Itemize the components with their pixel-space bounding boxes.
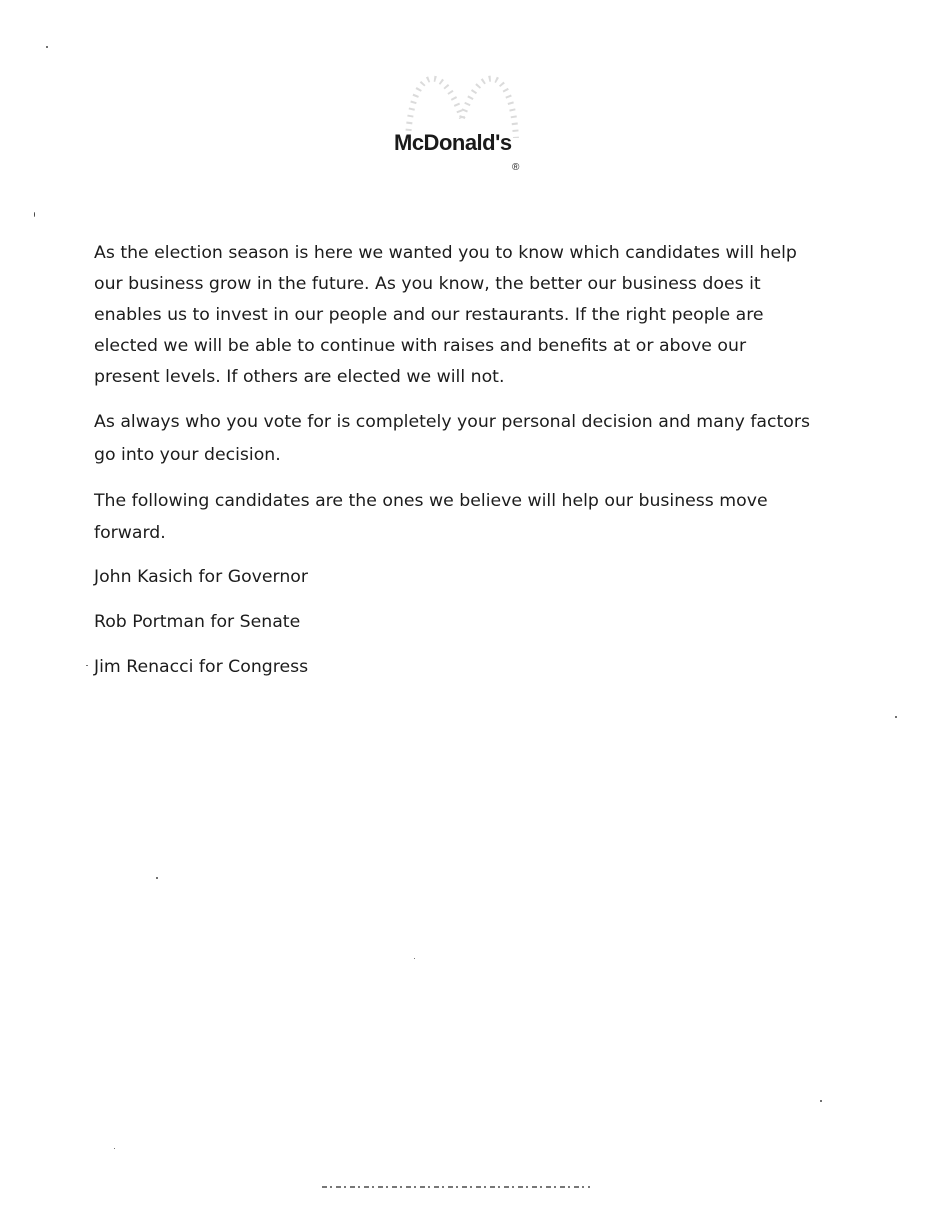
brand-name: McDonald's [394, 130, 512, 155]
registered-mark: ® [512, 162, 520, 173]
golden-arches-icon [402, 58, 522, 138]
scan-speck [414, 958, 415, 959]
candidate-item: Rob Portman for Senate [94, 612, 301, 632]
scan-speck [86, 665, 88, 666]
scan-speck [46, 46, 48, 48]
scan-speck [114, 1148, 115, 1149]
paragraph-candidates-intro: The following candidates are the ones we believe will help our business move forward. [94, 491, 768, 543]
candidate-item: Jim Renacci for Congress [94, 657, 309, 677]
scan-speck [156, 877, 158, 879]
candidate-list [94, 562, 814, 683]
footer-license-line [322, 1184, 590, 1190]
paragraph-intro: As the election season is here we wanted you to know which candidates will help our business grow in the future. As you know, the better our business does it enables us to invest in our people and our restaurants. If the right people are elected we will be able to continue with raises and benefits at or above our present levels. If others are elected we will not. [94, 243, 797, 387]
scan-speck [34, 212, 35, 217]
scan-speck [820, 1100, 822, 1102]
paragraph-personal-decision: As always who you vote for is completely your personal decision and many factors go into your decision. [94, 412, 810, 465]
candidate-item: John Kasich for Governor [94, 567, 308, 587]
scan-speck [895, 716, 897, 718]
letter-body [94, 238, 814, 697]
letterhead-logo [376, 58, 556, 178]
